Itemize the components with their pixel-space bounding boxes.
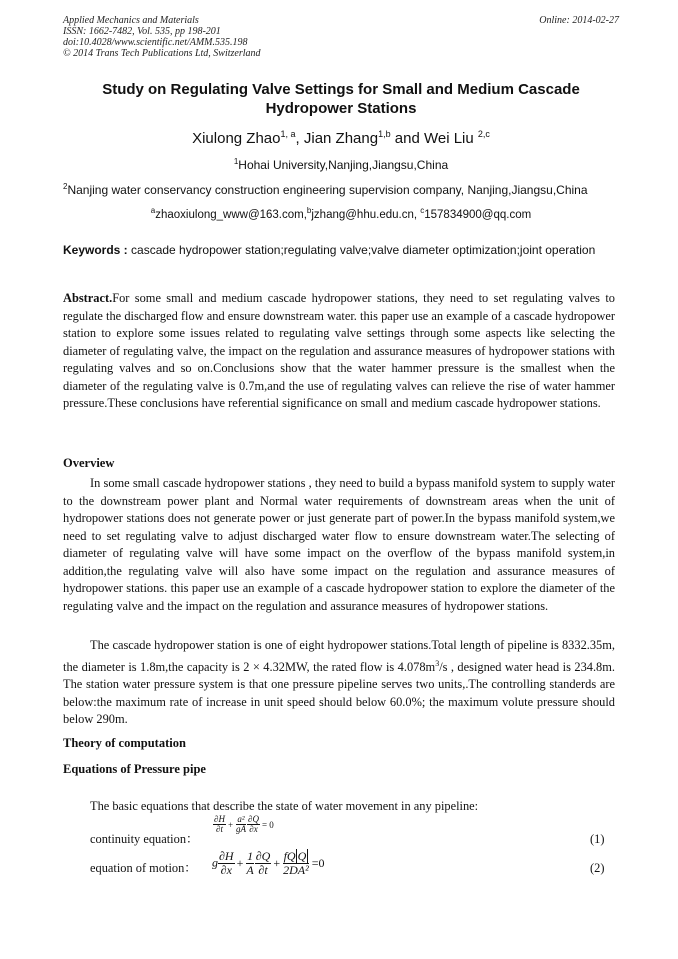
section-heading-theory: Theory of computation: [63, 736, 186, 750]
doi-line: doi:10.4028/www.scientific.net/AMM.535.198: [63, 37, 248, 48]
abstract-text: For some small and medium cascade hydropower stations, they need to set regulating valves to regulate the discharged flow and ensure downstream water. this paper use an example of a cascade hydropower station to explore some issues related to regulating valve settings through some aspects like selecting the diameter of regulating valve, the impact on the regulation and assurance measures of hydropower stations with regulating valves and so on.Conclusions show that the water hammer pressure is the smallest when the diameter of the regulating valve is 0.7m,and the use of regulating valves can relieve the rise of water hammer pressure.These conclusions have referential significance on small and medium cascade hydropower stations.: [63, 291, 615, 410]
denominator: 2DA²: [283, 862, 309, 877]
denominator: ∂x: [249, 824, 258, 835]
overview-paragraph-1: In some small cascade hydropower stations , they need to build a bypass manifold system to supply water to the downstream power plant and Normal water requirements of downstream areas when the unit of hydropower stations does not generate power or just generate part of power.In the bypass manifold system,we need to set regulating valve to adjust discharged water flow to ensure downstream water.The selecting of diameter of regulating valve will have some impact on the overflow of the bypass manifold system,in addition,the regulating valve will also have some impact on the regulation and assurance measures of hydropower stations. this paper use an example of a cascade hydropower station to explore the diameter of the regulating valve and the impact on the regulation and assurance measures of hydropower stations.: [63, 476, 615, 613]
numerator: ∂Q: [248, 814, 259, 824]
paragraph-text: The cascade hydropower station is one of eight hydropower stations.Total length of pipeline is 8332.35m, the diameter is 1.8m,the capacity is 2 × 4.32MW, the rated flow is 4.078m: [63, 638, 615, 674]
numerator: [283, 850, 310, 864]
continuity-equation: [213, 815, 276, 835]
variable: g: [212, 855, 218, 870]
issn-line: ISSN: 1662-7482, Vol. 535, pp 198-201: [63, 26, 221, 37]
denominator: ∂t: [216, 824, 223, 835]
affiliation-2: [63, 180, 619, 197]
author-separator: and: [390, 130, 424, 147]
author-affiliation-mark: 2,c: [477, 129, 490, 139]
keywords: [63, 242, 615, 259]
abstract: [63, 290, 615, 413]
author-name: Xiulong Zhao: [192, 130, 281, 147]
denominator: ∂t: [258, 862, 268, 877]
author-affiliation-mark: 1,b: [378, 129, 391, 139]
numerator: a²: [237, 814, 245, 824]
abstract-label: Abstract.: [63, 291, 113, 305]
superscript: 3: [435, 658, 440, 668]
motion-equation: [212, 850, 327, 876]
operator: +: [273, 855, 281, 870]
fraction: [213, 815, 226, 835]
author-name: Jian Zhang: [303, 130, 379, 147]
fraction: [282, 850, 310, 876]
author-emails: [63, 204, 619, 222]
equation-1-number: (1): [590, 832, 605, 846]
email-address[interactable]: jzhang@hhu.edu.cn,: [311, 208, 421, 221]
numerator: ∂H: [214, 814, 225, 824]
overview-paragraph-2: [63, 637, 615, 729]
numerator: ∂H: [219, 849, 234, 863]
paragraph-text: /s , designed water head is 234.8m. The station water pressure system is that one pressure pipeline serves two units,.The controlling standerds are below:the maximum rate of increase in unit speed should below 60.0%; the maximum volute pressure should below 290m.: [63, 659, 615, 727]
equation-2-number: (2): [590, 861, 605, 875]
affiliation-mark: 1: [233, 157, 239, 166]
denominator: A: [246, 862, 254, 877]
operator: = 0: [261, 819, 274, 830]
operator: +: [236, 855, 244, 870]
affiliation-mark: 2: [63, 182, 68, 191]
equations-intro: The basic equations that describe the state of water movement in any pipeline:: [90, 799, 479, 813]
affiliation-text: Hohai University,Nanjing,Jiangsu,China: [238, 158, 449, 172]
author-separator: ,: [295, 130, 304, 147]
equation-2-label: equation of motion：: [90, 861, 197, 875]
subsection-heading-equations: Equations of Pressure pipe: [63, 762, 206, 776]
keywords-label: Keywords :: [63, 243, 128, 257]
fraction: [245, 850, 254, 876]
denominator: ∂x: [220, 862, 232, 877]
paper-title: [63, 80, 619, 118]
fraction: [235, 815, 247, 835]
email-mark: b: [306, 206, 312, 215]
author-name: Wei Liu: [423, 130, 478, 147]
fraction: [218, 850, 235, 876]
journal-header: [63, 15, 619, 59]
email-address[interactable]: 157834900@qq.com: [424, 208, 532, 221]
absolute-value: Q: [297, 849, 307, 863]
operator: +: [227, 819, 234, 830]
title-line-2: Hydropower Stations: [265, 100, 417, 117]
section-heading-overview: Overview: [63, 456, 115, 470]
keywords-text: cascade hydropower station;regulating valve;valve diameter optimization;joint operation: [127, 243, 596, 257]
journal-name: Applied Mechanics and Materials: [63, 15, 199, 26]
equation-1-label: continuity equation：: [90, 832, 199, 846]
email-mark: c: [420, 206, 425, 215]
title-line-1: Study on Regulating Valve Settings for Small and Medium Cascade: [102, 81, 580, 98]
email-mark: a: [150, 206, 156, 215]
author-affiliation-mark: 1, a: [280, 129, 296, 139]
denominator: gA: [236, 824, 247, 835]
affiliation-1: [63, 155, 619, 172]
operator: =0: [311, 855, 325, 870]
numerator: ∂Q: [255, 849, 271, 863]
fraction: [255, 850, 272, 876]
online-date: Online: 2014-02-27: [539, 15, 619, 26]
numerator-text: fQ: [283, 849, 296, 863]
author-list: [63, 125, 619, 148]
email-address[interactable]: zhaoxiulong_www@163.com,: [155, 208, 307, 221]
copyright-line: © 2014 Trans Tech Publications Ltd, Switzerland: [63, 48, 261, 59]
numerator: 1: [247, 849, 254, 863]
affiliation-text: Nanjing water conservancy construction engineering supervision company, Nanjing,Jiangsu,China: [67, 183, 588, 197]
fraction: [247, 815, 260, 835]
